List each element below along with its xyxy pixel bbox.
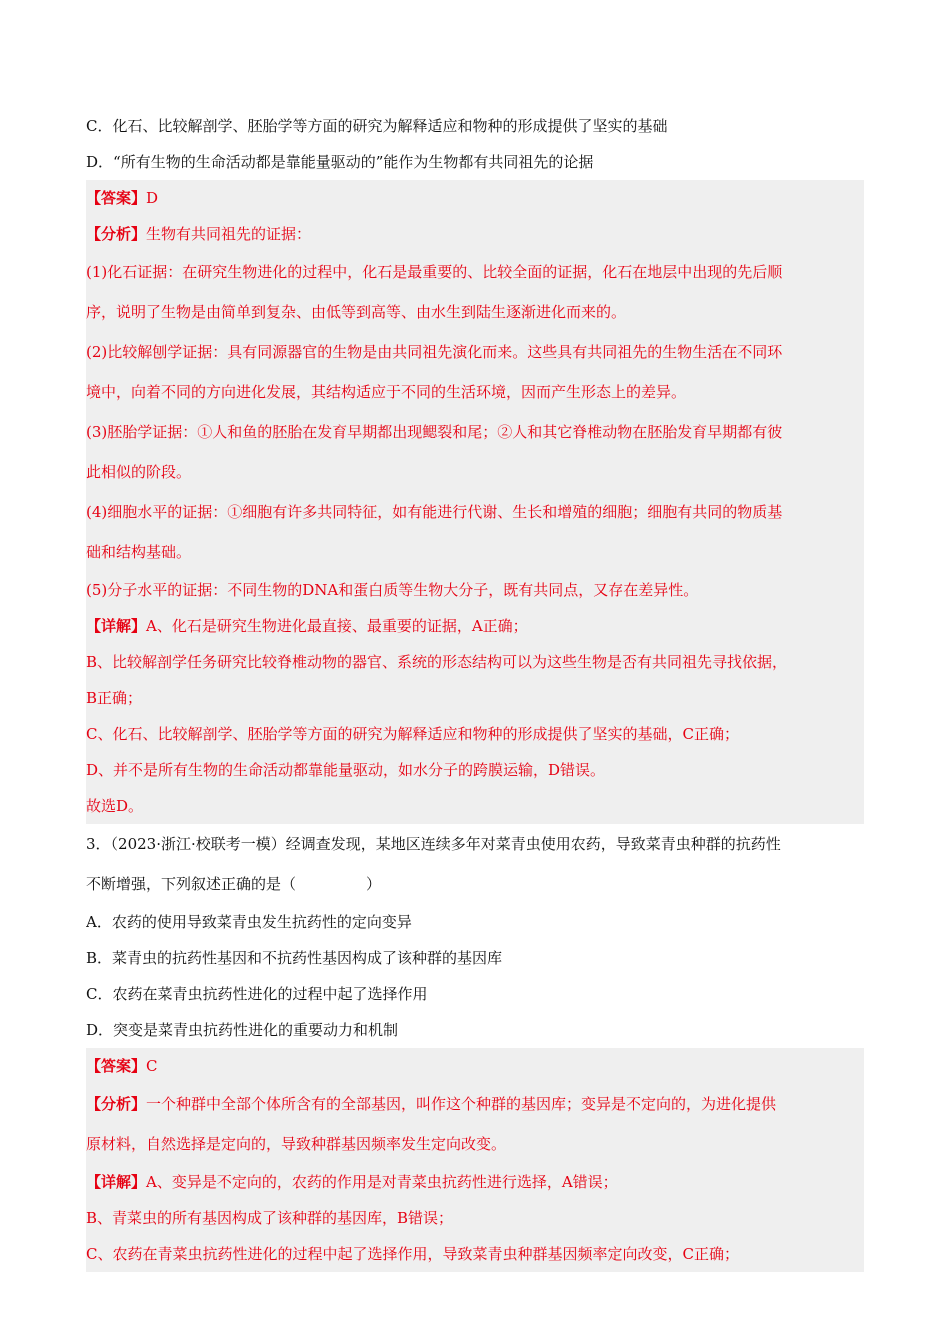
answer-value: D: [146, 189, 159, 207]
analysis-line: 原材料，自然选择是定向的，导致种群基因频率发生定向改变。: [86, 1135, 507, 1153]
detail-line: C、农药在青菜虫抗药性进化的过程中起了选择作用，导致菜青虫种群基因频率定向改变，C正确；: [86, 1245, 739, 1263]
answer-value: C: [146, 1057, 158, 1075]
answer-tag: 【答案】: [86, 1057, 147, 1075]
q3-stem-line1: 3．（2023·浙江·校联考一模）经调查发现，某地区连续多年对菜青虫使用农药，导致菜青虫种群的抗药性: [86, 835, 781, 853]
detail-line: B、比较解剖学任务研究比较脊椎动物的器官、系统的形态结构可以为这些生物是否有共同祖先寻找依据，: [86, 653, 788, 671]
analysis-text: 生物有共同祖先的证据：: [146, 225, 312, 243]
detail-text: A、变异是不定向的，农药的作用是对青菜虫抗药性进行选择，A错误；: [146, 1173, 618, 1191]
detail-line: 故选D。: [86, 797, 144, 815]
q3-option-d: D．突变是菜青虫抗药性进化的重要动力和机制: [86, 1021, 399, 1039]
q2-analysis-intro: [86, 216, 864, 252]
analysis-line: 境中，向着不同的方向进化发展，其结构适应于不同的生活环境，因而产生形态上的差异。: [86, 383, 687, 401]
document-page: [86, 108, 864, 1272]
q2-option-d: D．“所有生物的生命活动都是靠能量驱动的”能作为生物都有共同祖先的论据: [86, 153, 594, 171]
q2-detail-first: [86, 608, 864, 644]
detail-tag: 【详解】: [86, 617, 147, 635]
detail-tag: 【详解】: [86, 1173, 147, 1191]
analysis-text: 一个种群中全部个体所含有的全部基因，叫作这个种群的基因库；变异是不定向的，为进化提供: [146, 1095, 777, 1113]
q3-option-a: A．农药的使用导致菜青虫发生抗药性的定向变异: [86, 913, 412, 931]
analysis-line: (4)细胞水平的证据：①细胞有许多共同特征，如有能进行代谢、生长和增殖的细胞；细胞有共同的物质基: [86, 503, 783, 521]
q3-analysis-first: [86, 1084, 864, 1124]
analysis-line: (5)分子水平的证据：不同生物的DNA和蛋白质等生物大分子，既有共同点，又存在差异性。: [86, 581, 699, 599]
q3-answer: [86, 1048, 864, 1084]
q3-stem-line2: [86, 864, 864, 904]
q3-detail-first: [86, 1164, 864, 1200]
detail-line: C、化石、比较解剖学、胚胎学等方面的研究为解释适应和物种的形成提供了坚实的基础，C正确；: [86, 725, 739, 743]
answer-tag: 【答案】: [86, 189, 147, 207]
analysis-line: 础和结构基础。: [86, 543, 192, 561]
analysis-line: (3)胚胎学证据：①人和鱼的胚胎在发育早期都出现鳃裂和尾；②人和其它脊椎动物在胚胎发育早期都有彼: [86, 423, 783, 441]
analysis-line: 此相似的阶段。: [86, 463, 192, 481]
analysis-line: (1)化石证据：在研究生物进化的过程中，化石是最重要的、比较全面的证据，化石在地层中出现的先后顺: [86, 263, 783, 281]
analysis-line: (2)比较解刨学证据：具有同源器官的生物是由共同祖先演化而来。这些具有共同祖先的生物生活在不同环: [86, 343, 783, 361]
detail-line: D、并不是所有生物的生命活动都靠能量驱动，如水分子的跨膜运输，D错误。: [86, 761, 606, 779]
q3-stem-text: 不断增强，下列叙述正确的是（: [86, 875, 297, 893]
analysis-tag: 【分析】: [86, 1095, 147, 1113]
analysis-tag: 【分析】: [86, 225, 147, 243]
q3-option-c: C．农药在菜青虫抗药性进化的过程中起了选择作用: [86, 985, 428, 1003]
detail-line: B、青菜虫的所有基因构成了该种群的基因库，B错误；: [86, 1209, 454, 1227]
q2-solution-box: [86, 180, 864, 824]
q3-stem-close: ）: [366, 875, 382, 893]
detail-text: A、化石是研究生物进化最直接、最重要的证据，A正确；: [146, 617, 528, 635]
detail-line: B正确；: [86, 689, 143, 707]
analysis-line: 序，说明了生物是由简单到复杂、由低等到高等、由水生到陆生逐渐进化而来的。: [86, 303, 627, 321]
q3-option-b: B．菜青虫的抗药性基因和不抗药性基因构成了该种群的基因库: [86, 949, 503, 967]
q2-option-c: C．化石、比较解剖学、胚胎学等方面的研究为解释适应和物种的形成提供了坚实的基础: [86, 117, 668, 135]
q2-answer: [86, 180, 864, 216]
q3-solution-box: [86, 1048, 864, 1272]
